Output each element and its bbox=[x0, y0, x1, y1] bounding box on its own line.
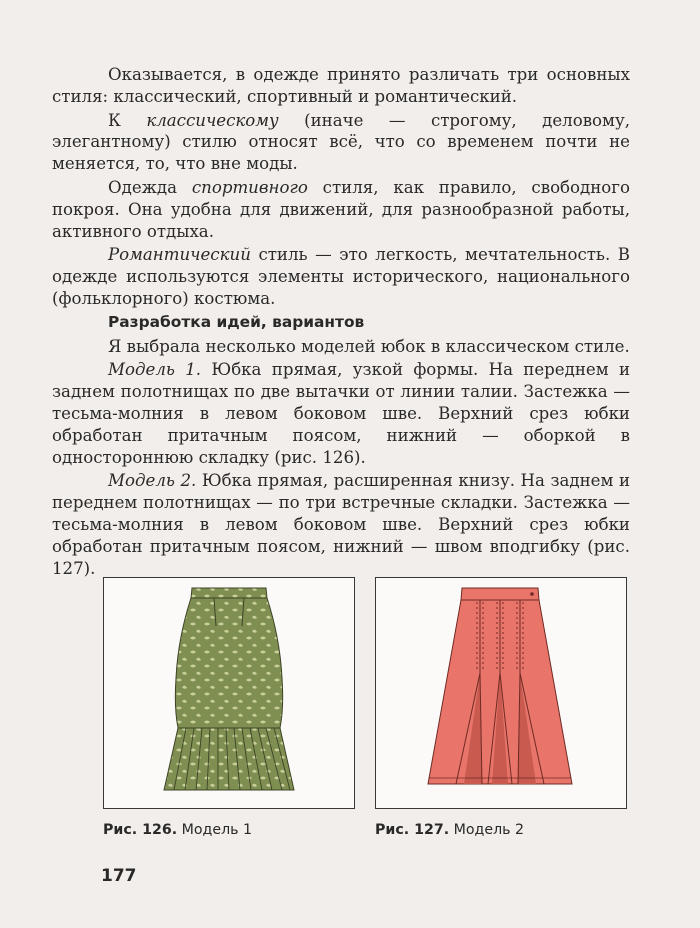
intro-paragraph-3 bbox=[52, 177, 630, 242]
section-heading bbox=[52, 312, 630, 334]
intro-paragraph-2 bbox=[52, 110, 630, 175]
model-2-text: Юбка прямая, расширенная книзу. На заднем и переднем полотнищах — по три встречные складки. Застежка — тесьма-молния в левом боковом шве. Верхний срез юбки обработан притачным поясом, нижний — швом вподгибку (рис. 127). bbox=[52, 471, 630, 578]
text-run: стиль — это легкость, мечтательность. В одежде используются элементы исторического, национального (фольклорного) костюма. bbox=[52, 245, 630, 308]
text-run: К bbox=[108, 110, 147, 130]
italic-term-romantic: Романтический bbox=[108, 245, 251, 265]
intro-paragraph-4 bbox=[52, 244, 630, 309]
caption-text: Модель 1 bbox=[177, 822, 253, 838]
model-1-text: Юбка прямая, узкой формы. На переднем и заднем полотнищах по две вытачки от линии талии. Застежка — тесьма-молния в левом боковом шве. Верхний срез юбки обработан притачным поясом, нижний — оборкой в одностороннюю складку (рис. 126). bbox=[52, 360, 630, 467]
body-text bbox=[52, 64, 630, 581]
text-run: Одежда bbox=[108, 177, 192, 197]
figure-127-model-2 bbox=[375, 577, 627, 809]
figure-126-caption bbox=[103, 822, 252, 838]
intro-paragraph-1: Оказывается, в одежде принято различать три основных стиля: классический, спортивный и романтический. bbox=[52, 65, 630, 106]
skirt-model-1-illustration bbox=[104, 578, 354, 808]
italic-term-sport: спортивного bbox=[191, 177, 308, 197]
section-paragraph-1: Я выбрала несколько моделей юбок в классическом стиле. bbox=[108, 336, 630, 356]
caption-label: Рис. 126. bbox=[103, 822, 178, 838]
section-heading-text: Разработка идей, вариантов bbox=[108, 312, 365, 331]
page-number: 177 bbox=[101, 866, 137, 886]
text-run: стиля, как правило, свободного покроя. Она удобна для движений, для разнообразной работы, активного отдыха. bbox=[52, 177, 630, 241]
caption-text: Модель 2 bbox=[449, 822, 525, 838]
skirt-waistband bbox=[461, 588, 539, 600]
skirt-body bbox=[175, 598, 282, 728]
text-run: (иначе — строгому, деловому, элегантному) стилю относят всё, что со временем почти не меняется, то, что вне моды. bbox=[52, 110, 630, 174]
model-1-paragraph bbox=[52, 359, 630, 468]
waistband-button bbox=[530, 592, 534, 596]
model-2-paragraph bbox=[52, 470, 630, 579]
figure-127-caption bbox=[375, 822, 524, 838]
skirt-model-2-illustration bbox=[376, 578, 626, 808]
figure-126-model-1 bbox=[103, 577, 355, 809]
model-2-label: Модель 2. bbox=[108, 471, 197, 491]
caption-label: Рис. 127. bbox=[375, 822, 450, 838]
italic-term-classic: классическому bbox=[146, 110, 279, 130]
model-1-label: Модель 1. bbox=[108, 360, 202, 380]
skirt-waistband bbox=[191, 588, 267, 598]
